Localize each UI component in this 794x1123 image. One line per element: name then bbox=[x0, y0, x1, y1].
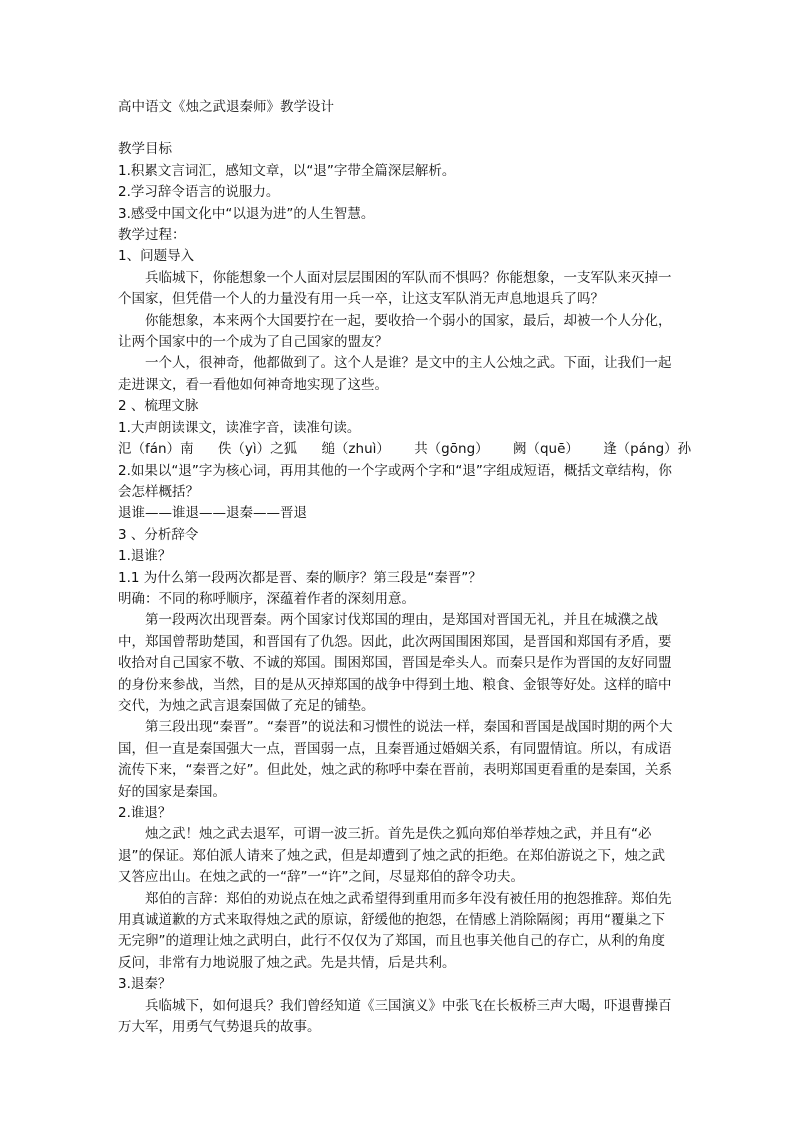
subsection-heading: 2.谁退？ bbox=[118, 805, 172, 821]
section-1-paragraph: 一个人，很神奇，他都做到了。这个人是谁？是文中的主人公烛之武。下面，让我们一起走进课文，看一看他如何神奇地实现了这些。 bbox=[118, 355, 672, 393]
analysis-paragraph: 烛之武！烛之武去退军，可谓一波三折。首先是佚之狐向郑伯举荐烛之武，并且有“必退”的保证。郑伯派人请来了烛之武，但是却遭到了烛之武的拒绝。在郑伯游说之下，烛之武又答应出山。在烛之武的一“辞”一“许”之间，尽显郑伯的辞令功夫。 bbox=[118, 826, 665, 886]
objectives-heading: 教学目标 bbox=[118, 141, 172, 158]
section-1-heading: 1、问题导入 bbox=[118, 248, 195, 265]
process-heading: 教学过程： bbox=[118, 227, 186, 244]
pronunciation-item: 佚（yì）之狐 bbox=[217, 441, 298, 458]
pronunciation-item: 共（gōng） bbox=[414, 441, 489, 458]
analysis-paragraph: 第一段两次出现晋秦。两个国家讨伐郑国的理由，是郑国对晋国无礼，并且在城濮之战中，郑国曾帮助楚国，和晋国有了仇怨。因此，此次两国围困郑国，是晋国和郑国有矛盾，要收拾对自己国家不敬、不诚的郑国。围困郑国，晋国是牵头人。而秦只是作为晋国的友好同盟的身份来参战，当然，目的是从灭掉郑国的战争中得到土地、粮食、金银等好处。这样的暗中交代，为烛之武言退秦国做了充足的铺垫。 bbox=[118, 612, 672, 714]
document-page bbox=[118, 97, 692, 1038]
pronunciation-item: 缒（zhuì） bbox=[321, 441, 390, 458]
answer: 明确：不同的称呼顺序，深蕴着作者的深刻用意。 bbox=[118, 590, 415, 607]
analysis-paragraph: 郑伯的言辞：郑伯的劝说点在烛之武希望得到重用而多年没有被任用的抱怨推辞。郑伯先用真诚道歉的方式来取得烛之武的原谅，舒缓他的抱怨，在情感上消除隔阂；再用“覆巢之下无完卵”的道理让烛之武明白，此行不仅仅为了郑国，而且也事关他自己的存亡，从利的角度反问，非常有力地说服了烛之武。先是共情，后是共利。 bbox=[118, 890, 672, 971]
analysis-paragraph: 兵临城下，如何退兵？我们曾经知道《三国演义》中张飞在长板桥三声大喝，吓退曹操百万大军，用勇气气势退兵的故事。 bbox=[118, 997, 672, 1036]
pronunciation-list bbox=[118, 439, 692, 460]
objective-item: 2.学习辞令语言的说服力。 bbox=[118, 184, 280, 201]
subsection-heading: 1.退谁？ bbox=[118, 548, 172, 565]
pronunciation-item: 逢（páng）孙 bbox=[603, 441, 692, 458]
section-2-heading: 2 、梳理文脉 bbox=[118, 398, 199, 415]
question: 1.1 为什么第一段两次都是晋、秦的顺序？第三段是“秦晋”？ bbox=[118, 569, 482, 586]
section-2-item: 1.大声朗读课文，读准字音，读准句读。 bbox=[118, 419, 361, 436]
document-title: 高中语文《烛之武退秦师》教学设计 bbox=[118, 99, 334, 115]
analysis-paragraph: 第三段出现“秦晋”。“秦晋”的说法和习惯性的说法一样，秦国和晋国是战国时期的两个大国，但一直是秦国强大一点，晋国弱一点，且秦晋通过婚姻关系，有同盟情谊。所以，有成语流传下来，“秦晋之好”。但此处，烛之武的称呼中秦在晋前，表明郑国更看重的是秦国，关系好的国家是秦国。 bbox=[118, 719, 673, 800]
objective-item: 3.感受中国文化中“以退为进”的人生智慧。 bbox=[118, 205, 375, 222]
subsection-heading: 3.退秦？ bbox=[118, 976, 172, 993]
section-3-heading: 3 、分析辞令 bbox=[118, 526, 199, 543]
section-1-paragraph: 兵临城下，你能想象一个人面对层层围困的军队而不惧吗？你能想象，一支军队来灭掉一个国家，但凭借一个人的力量没有用一兵一卒，让这支军队消无声息地退兵了吗？ bbox=[118, 269, 672, 308]
objective-item: 1.积累文言词汇，感知文章，以“退”字带全篇深层解析。 bbox=[118, 162, 456, 179]
section-1-paragraph: 你能想象，本来两个大国要拧在一起，要收拾一个弱小的国家，最后，却被一个人分化，让两个国家中的一个成为了自己国家的盟友？ bbox=[118, 312, 672, 351]
section-2-item: 2.如果以“退”字为核心词，再用其他的一个字或两个字和“退”字组成短语，概括文章结构，你会怎样概括？ bbox=[118, 462, 672, 500]
structure-summary: 退谁——谁退——退秦——晋退 bbox=[118, 505, 307, 522]
pronunciation-item: 氾（fán）南 bbox=[118, 441, 194, 458]
pronunciation-item: 阙（quē） bbox=[512, 441, 579, 458]
